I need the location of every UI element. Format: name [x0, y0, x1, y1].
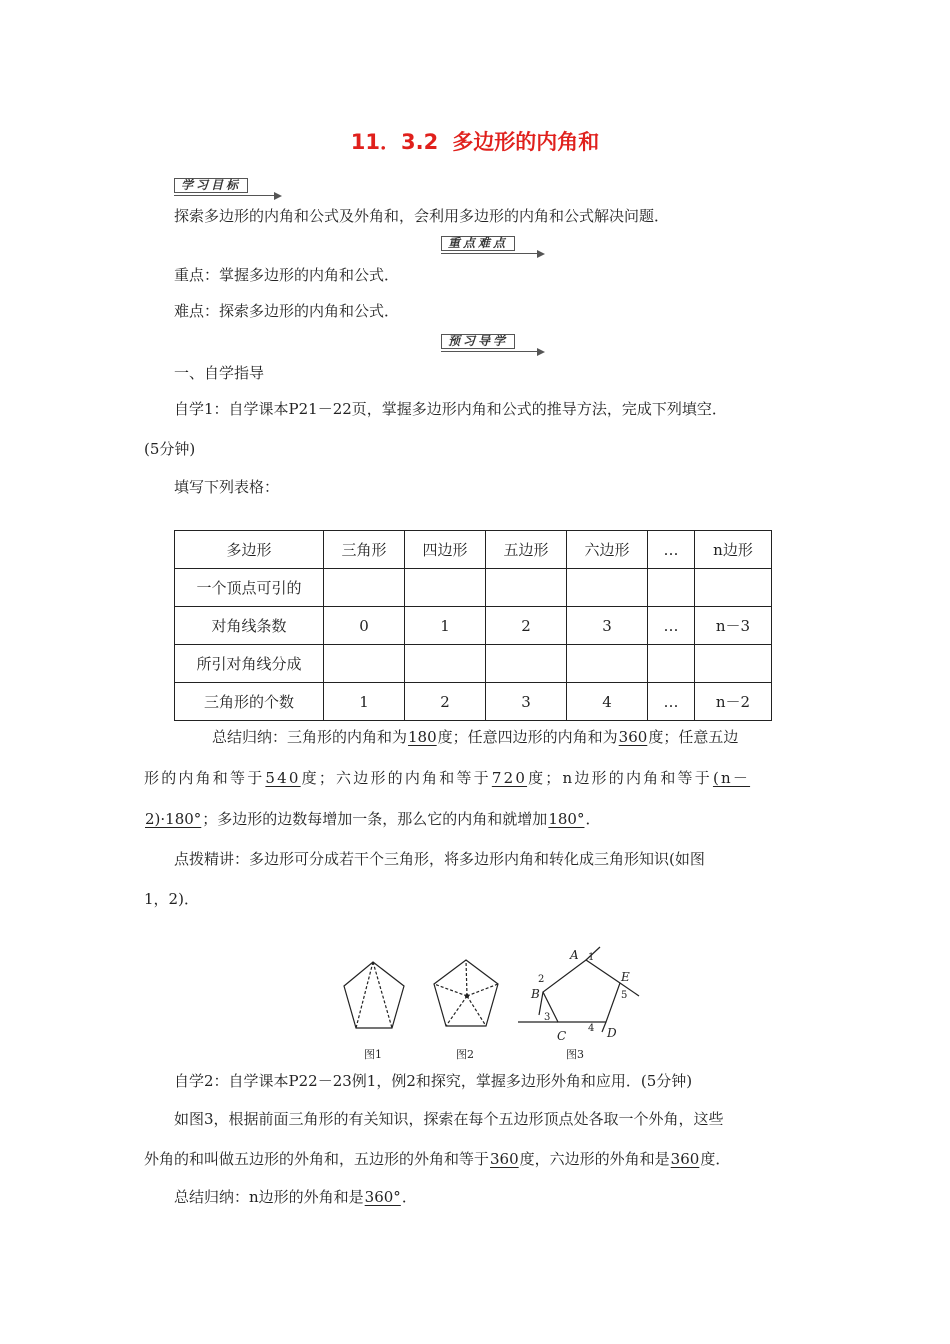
self-study-2: 自学2：自学课本P22－23例1，例2和探究，掌握多边形外角和应用．(5分钟)	[174, 1072, 693, 1090]
exterior-line-2	[144, 1148, 730, 1169]
table-cell: n－2	[695, 683, 772, 721]
table-cell: 3	[567, 607, 648, 645]
label-angle-1: 1	[588, 952, 595, 963]
label-angle-2: 2	[538, 974, 545, 985]
summary-line-1	[212, 726, 738, 747]
table-header-cell: 六边形	[567, 531, 648, 569]
exterior-line-1: 如图3，根据前面三角形的有关知识，探索在每个五边形顶点处各取一个外角，这些	[174, 1110, 724, 1128]
summary-text: ．	[585, 810, 601, 828]
polygon-figures	[330, 940, 650, 1065]
table-row	[175, 569, 772, 607]
summary-text: 度；任意四边形的内角和为	[437, 728, 618, 746]
answer-blank: 360°	[364, 1188, 401, 1206]
answer-blank: 360	[618, 728, 648, 746]
table-cell: 2	[405, 683, 486, 721]
banner-learning-goals-label: 学习目标	[174, 178, 248, 193]
summary-line-2	[144, 767, 751, 788]
title-number: 11．3.2	[350, 130, 439, 154]
tip-line-1: 点拨精讲：多边形可分成若干个三角形，将多边形内角和转化成三角形知识(如图	[174, 850, 705, 868]
table-header-cell: n边形	[695, 531, 772, 569]
label-vertex-d: D	[607, 1026, 617, 1040]
summary-text: ；多边形的边数每增加一条，那么它的内角和就增加	[202, 810, 548, 828]
answer-blank: (n－	[712, 769, 751, 787]
figure-2-pentagon	[434, 960, 498, 1026]
figure-1-pentagon	[344, 962, 404, 1028]
table-row	[175, 683, 772, 721]
figure-3-caption: 图3	[566, 1048, 584, 1061]
table-cell: 2	[486, 607, 567, 645]
table-header-cell: 多边形	[175, 531, 324, 569]
table-header-cell: 四边形	[405, 531, 486, 569]
answer-blank: 360	[670, 1150, 700, 1168]
table-cell: …	[648, 607, 695, 645]
fill-table-prompt: 填写下列表格：	[174, 478, 280, 496]
label-vertex-c: C	[557, 1029, 567, 1043]
summary-text: 度；任意五边	[648, 728, 739, 746]
banner-key-points-label: 重点难点	[441, 236, 515, 251]
banner-preview-label: 预习导学	[441, 334, 515, 349]
answer-blank: 540	[265, 769, 301, 787]
table-cell: n－3	[695, 607, 772, 645]
label-angle-4: 4	[588, 1023, 595, 1034]
table-header-row	[175, 531, 772, 569]
banner-learning-goals	[174, 178, 282, 198]
tip-line-2: 1，2)．	[144, 890, 199, 908]
answer-blank: 180	[408, 728, 437, 746]
summary-text: 度；六边形的内角和等于	[301, 769, 491, 787]
self-study-1-line1: 自学1：自学课本P21－22页，掌握多边形内角和公式的推导方法，完成下列填空．	[174, 400, 727, 418]
summary-2	[174, 1186, 417, 1207]
banner-preview	[441, 334, 545, 354]
goals-text: 探索多边形的内角和公式及外角和，会利用多边形的内角和公式解决问题．	[174, 207, 670, 225]
table-header-cell: 五边形	[486, 531, 567, 569]
table-row-label: 一个顶点可引的	[175, 569, 324, 607]
table-cell: 4	[567, 683, 648, 721]
table-cell: 1	[405, 607, 486, 645]
difficult-point-text: 难点：探索多边形的内角和公式．	[174, 302, 400, 320]
banner-key-points	[441, 236, 545, 256]
summary-2-text: 总结归纳：n边形的外角和是	[174, 1188, 364, 1206]
polygon-table	[174, 530, 772, 721]
summary-text: 度；n边形的内角和等于	[528, 769, 712, 787]
answer-blank: 2)·180°	[145, 810, 202, 828]
table-cell: 0	[324, 607, 405, 645]
answer-blank: 360	[490, 1150, 519, 1168]
summary-text: 形的内角和等于	[144, 769, 265, 787]
table-row	[175, 607, 772, 645]
label-angle-5: 5	[621, 990, 628, 1001]
figure-2-caption: 图2	[456, 1048, 474, 1061]
label-angle-3: 3	[544, 1012, 551, 1023]
figure-1-caption: 图1	[364, 1048, 382, 1061]
table-header-cell: 三角形	[324, 531, 405, 569]
summary-line-3	[144, 808, 600, 829]
table-header-cell: …	[648, 531, 695, 569]
self-study-1-line2: (5分钟)	[144, 440, 196, 458]
answer-blank: 180°	[548, 810, 585, 828]
table-row	[175, 645, 772, 683]
exterior-text: 度．	[700, 1150, 731, 1168]
summary-2-text: ．	[401, 1188, 417, 1206]
table-cell: 3	[486, 683, 567, 721]
summary-text: 总结归纳：三角形的内角和为	[212, 728, 408, 746]
key-point-text: 重点：掌握多边形的内角和公式．	[174, 266, 400, 284]
table-row-label: 三角形的个数	[175, 683, 324, 721]
exterior-text: 外角的和叫做五边形的外角和，五边形的外角和等于	[144, 1150, 490, 1168]
label-vertex-e: E	[621, 970, 630, 984]
table-row-label: 所引对角线分成	[175, 645, 324, 683]
section-heading: 一、自学指导	[174, 364, 265, 382]
exterior-text: 度，六边形的外角和是	[519, 1150, 670, 1168]
table-row-label: 对角线条数	[175, 607, 324, 645]
label-vertex-a: A	[570, 948, 579, 962]
title-text: 多边形的内角和	[452, 130, 600, 154]
answer-blank: 720	[491, 769, 528, 787]
label-vertex-b: B	[531, 987, 540, 1001]
table-cell: 1	[324, 683, 405, 721]
page-title	[0, 126, 950, 156]
table-cell: …	[648, 683, 695, 721]
